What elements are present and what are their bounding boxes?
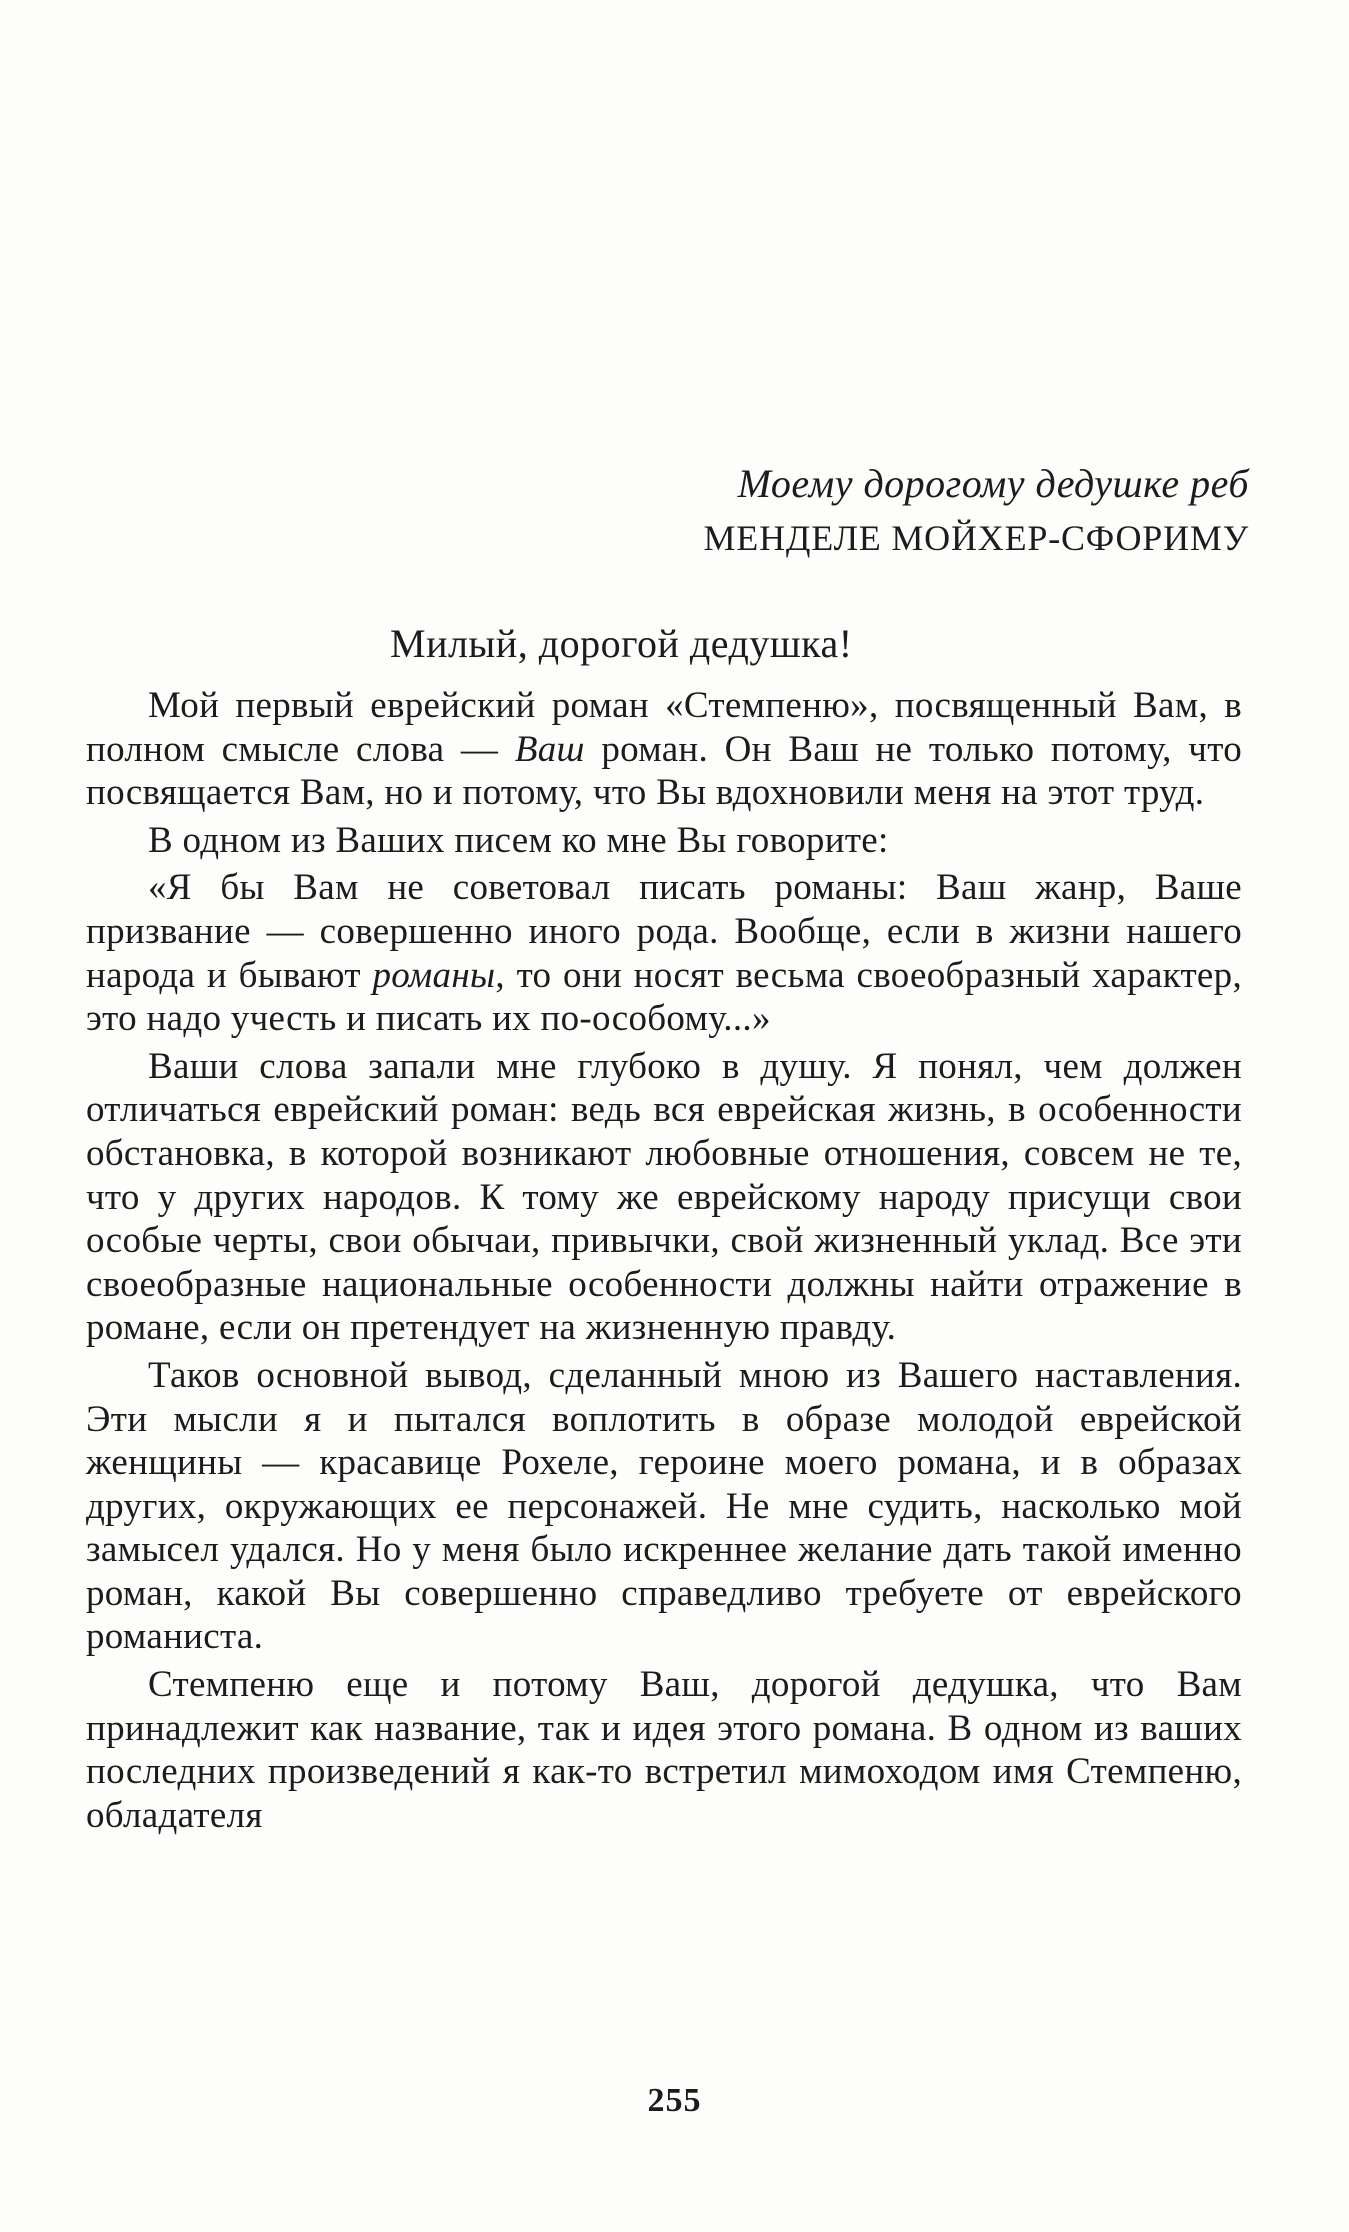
paragraph-3 — [86, 866, 1242, 1040]
paragraph-1-text-a: Мой первый еврейский роман «Стемпеню», посвященный Вам, в полном смысле слова — — [86, 685, 1242, 770]
dedication-line-2: МЕНДЕЛЕ МОЙХЕР-СФОРИМУ — [703, 518, 1249, 558]
paragraph-6: Стемпеню еще и потому Ваш, дорогой дедушка, что Вам принадлежит как название, так и идея этого романа. В одном из ваших последних произведений я как-то встретил мимоходом имя Стемпеню, обладателя — [86, 1664, 1242, 1836]
dedication — [704, 458, 1250, 564]
paragraph-3-emphasis: романы — [372, 954, 496, 996]
salutation: Милый, дорогой дедушка! — [390, 621, 853, 666]
paragraph-1-emphasis: Ваш — [514, 728, 585, 770]
paragraph-3-text-a: «Я бы Вам не советовал писать романы: Ваш жанр, Ваше призвание — совершенно иного рода. Вообще, если в жизни нашего народа и бывают — [86, 867, 1242, 996]
paragraph-4: Ваши слова запали мне глубоко в душу. Я понял, чем должен отличаться еврейский роман: ведь вся еврейская жизнь, в особенности обстановка, в которой возникают любовные отношения, совсем не те, что у других народов. К тому же еврейскому народу присущи свои особые черты, свои обычаи, привычки, свой жизненный уклад. Все эти своеобразные национальные особенности должны найти отражение в романе, если он претендует на жизненную правду. — [86, 1045, 1242, 1349]
letter-body — [86, 684, 1242, 1837]
paragraph-5: Таков основной вывод, сделанный мною из Вашего наставления. Эти мысли я и пытался воплотить в образе молодой еврейской женщины — красавице Рохеле, героине моего романа, и в образах других, окружающих ее персонажей. Не мне судить, насколько мой замысел удался. Но у меня было искреннее желание дать такой именно роман, какой Вы совершенно справедливо требуете от еврейского романиста. — [86, 1354, 1242, 1658]
paragraph-1 — [86, 684, 1242, 815]
page-number: 255 — [647, 2082, 702, 2119]
paragraph-1-text-b: роман. Он Ваш не только потому, что посвящается Вам, но и потому, что Вы вдохновили меня на этот труд. — [86, 728, 1242, 814]
dedication-line-1: Моему дорогому дедушке реб — [737, 461, 1249, 506]
paragraph-2: В одном из Ваших писем ко мне Вы говорите: — [148, 819, 889, 861]
paragraph-3-text-b: , то они носят весьма своеобразный характер, это надо учесть и писать их по-особому...» — [86, 954, 1242, 1040]
